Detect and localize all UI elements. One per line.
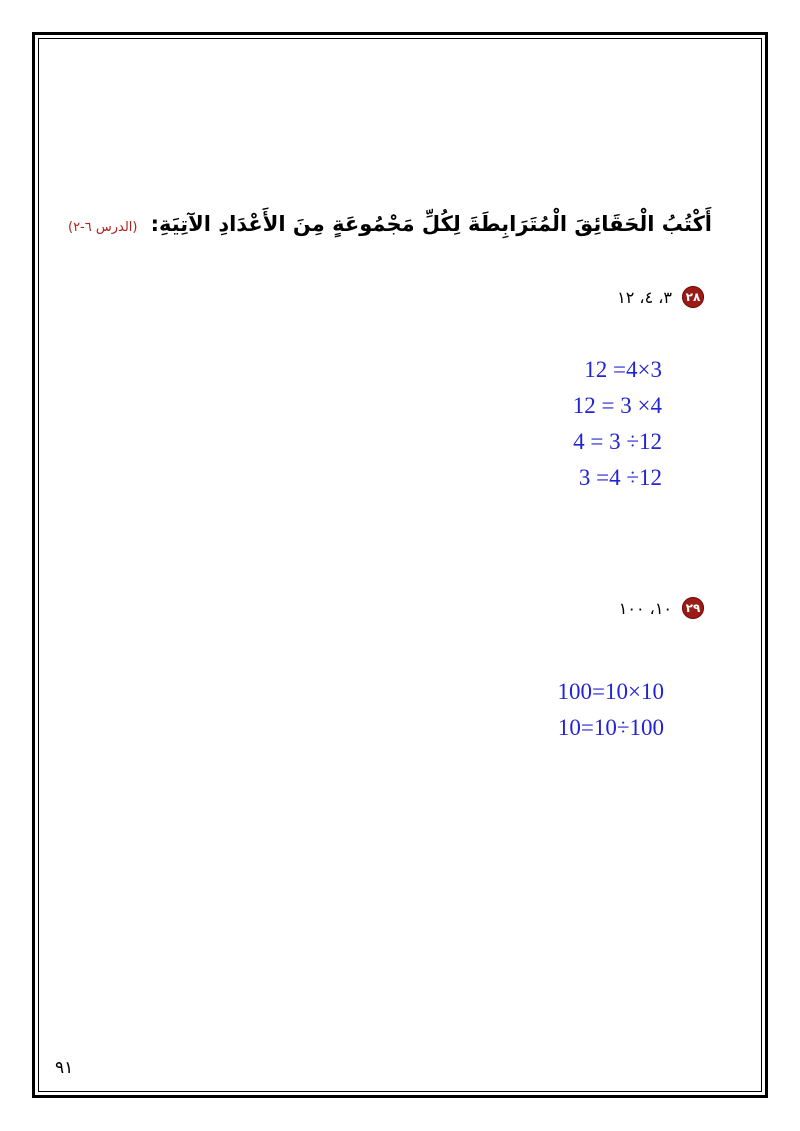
answer-line: 12 = 3 ×4 [572,393,662,418]
problem-number-badge: ٢٨ [682,286,704,308]
answers-28 [540,352,662,496]
number-set: ١٠، ١٠٠ [618,598,672,618]
answer-line: 3 =4 ÷12 [578,465,662,490]
answers-29 [520,674,664,746]
answer-line: 10=10÷100 [557,715,664,740]
problem-number-badge: ٢٩ [682,597,704,619]
answer-line: 4 = 3 ÷12 [573,429,662,454]
answer-line: 12 =4×3 [584,357,662,382]
problem-29 [619,597,704,619]
number-set: ٣، ٤، ١٢ [617,287,672,307]
instruction-text: أَكْتُبُ الْحَقَائِقَ الْمُتَرَابِطَةَ لِكُلِّ مَجْمُوعَةٍ مِنَ الأَعْدَادِ الآتِيَةِ: [150,212,712,236]
lesson-reference: (الدرس ٦-٢) [67,220,138,235]
page-number: ٩١ [55,1058,74,1078]
answer-line: 100=10×10 [557,679,664,704]
page-border-inner [38,38,762,1092]
instruction [68,212,712,236]
problem-28 [617,286,704,308]
